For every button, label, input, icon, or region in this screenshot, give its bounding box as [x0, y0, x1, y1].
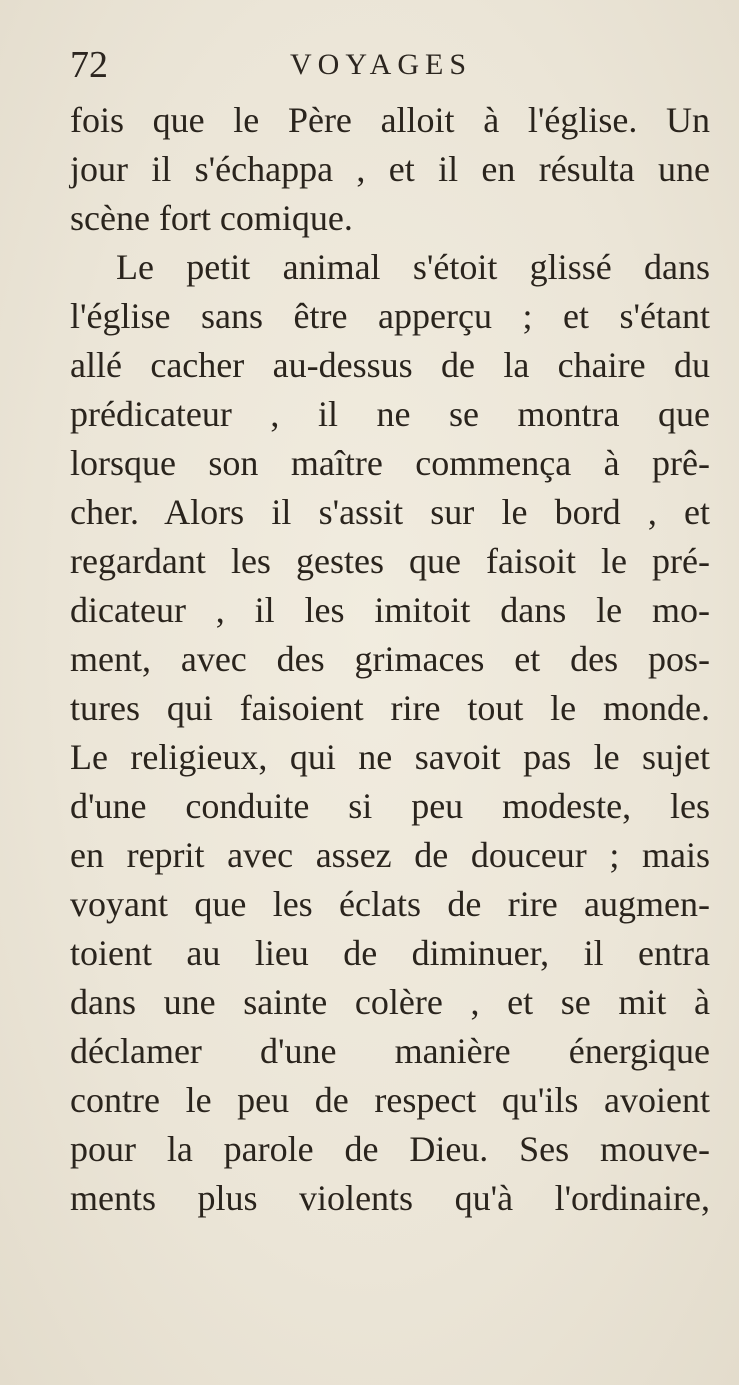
- text-line: scène fort comique.: [70, 198, 353, 238]
- text-line: cher. Alors il s'assit sur le bord , et: [70, 492, 710, 532]
- text-line: prédicateur , il ne se montra que: [70, 394, 710, 434]
- text-line: déclamer d'une manière énergique: [70, 1031, 710, 1071]
- page-header: [70, 40, 710, 90]
- text-line: en reprit avec assez de douceur ; mais: [70, 835, 710, 875]
- text-line: d'une conduite si peu modeste, les: [70, 786, 710, 826]
- text-line: Le religieux, qui ne savoit pas le sujet: [70, 737, 710, 777]
- text-line: toient au lieu de diminuer, il entra: [70, 933, 710, 973]
- text-line: ments plus violents qu'à l'ordinaire,: [70, 1178, 710, 1218]
- text-line: contre le peu de respect qu'ils avoient: [70, 1080, 710, 1120]
- body-text: [70, 96, 710, 1223]
- text-line: l'église sans être apperçu ; et s'étant: [70, 296, 710, 336]
- text-line: lorsque son maître commença à prê-: [70, 443, 710, 483]
- text-line: allé cacher au-dessus de la chaire du: [70, 345, 710, 385]
- text-line: regardant les gestes que faisoit le pré-: [70, 541, 710, 581]
- running-title: VOYAGES: [290, 48, 473, 81]
- text-line: tures qui faisoient rire tout le monde.: [70, 688, 710, 728]
- page-number: 72: [70, 44, 108, 86]
- text-line: dans une sainte colère , et se mit à: [70, 982, 710, 1022]
- text-line: dicateur , il les imitoit dans le mo-: [70, 590, 710, 630]
- text-line: jour il s'échappa , et il en résulta une: [70, 149, 710, 189]
- text-line: pour la parole de Dieu. Ses mouve-: [70, 1129, 710, 1169]
- text-line: ment, avec des grimaces et des pos-: [70, 639, 710, 679]
- text-line: Le petit animal s'étoit glissé dans: [116, 247, 710, 287]
- text-line: voyant que les éclats de rire augmen-: [70, 884, 710, 924]
- text-line: fois que le Père alloit à l'église. Un: [70, 100, 710, 140]
